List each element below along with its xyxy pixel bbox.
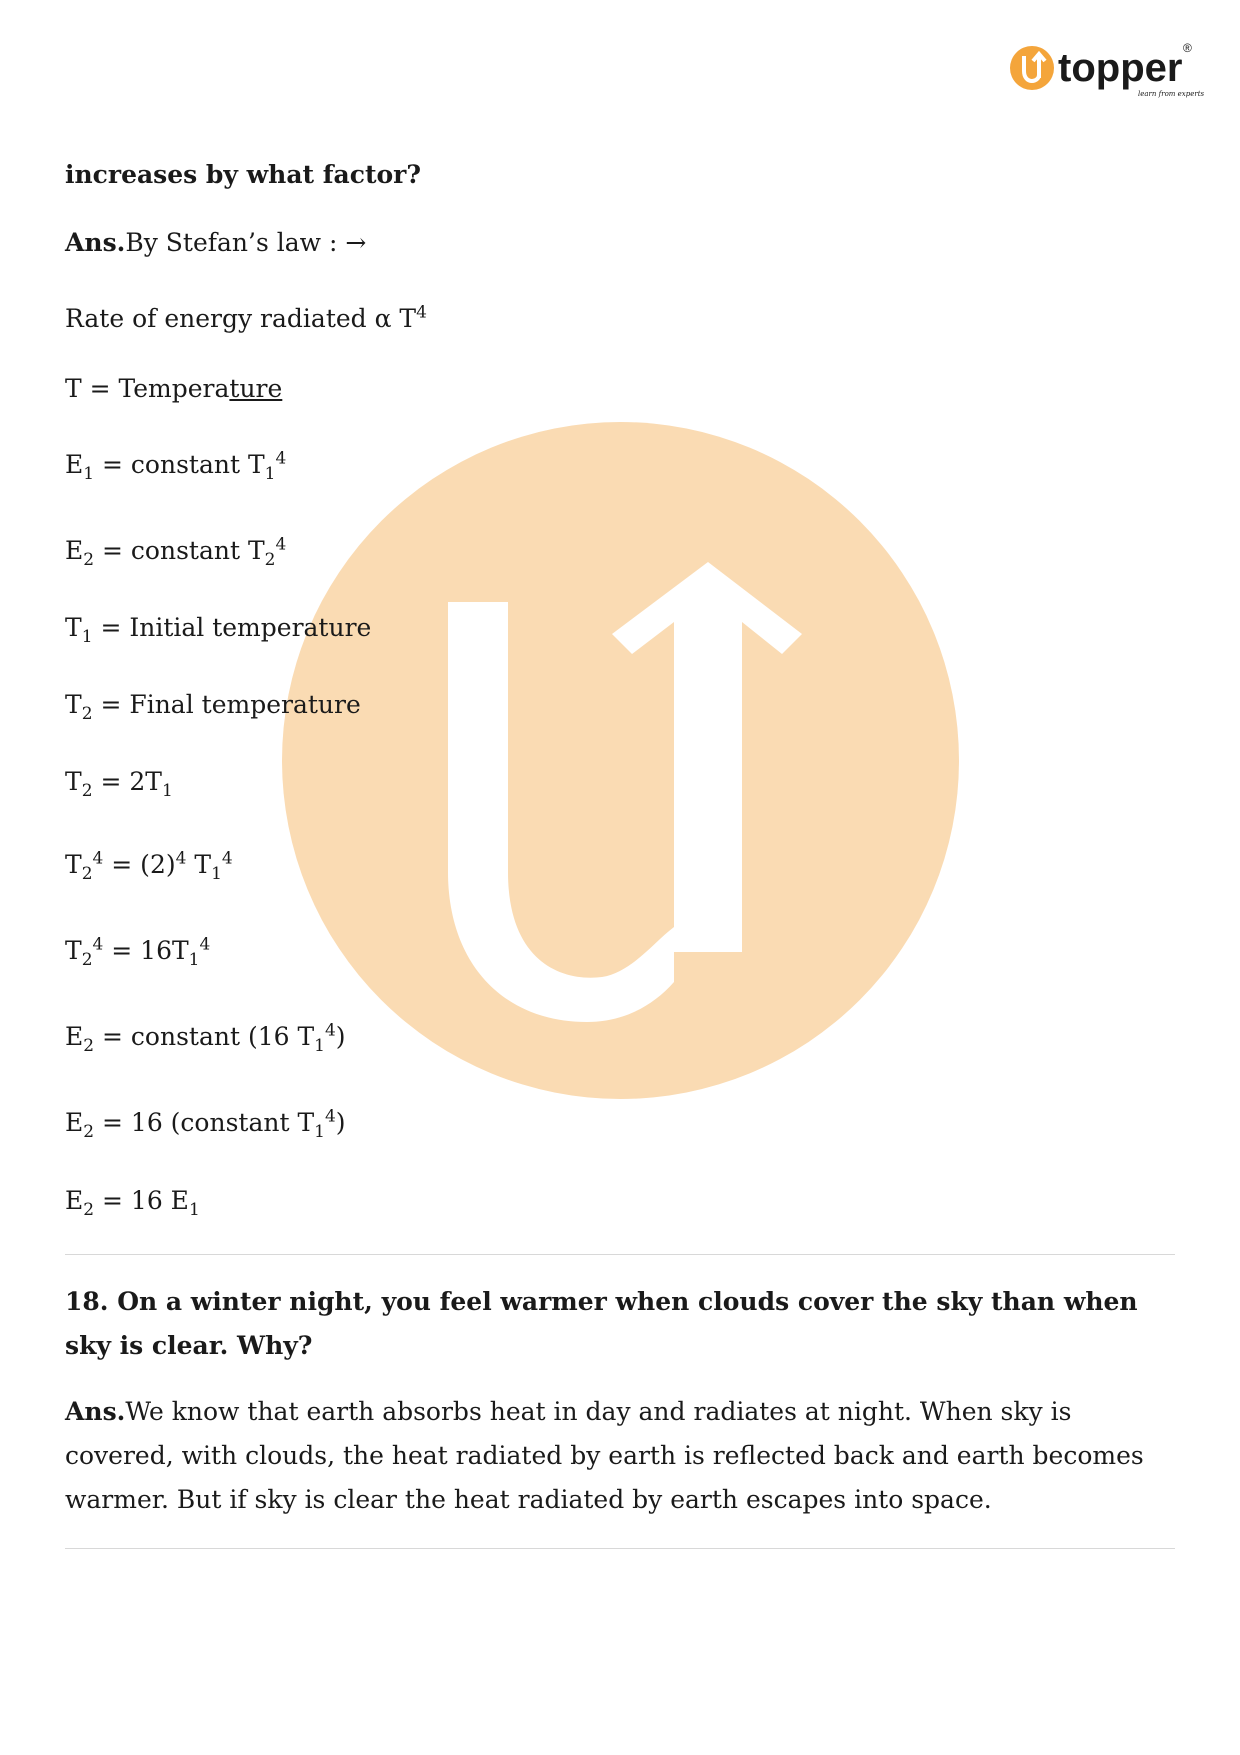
- question-continuation: increases by what factor?: [65, 160, 422, 189]
- eq-e2-16: $E_2 = 16$ (constant $T_1^4$): [65, 1106, 346, 1142]
- divider-bottom: [65, 1548, 1175, 1549]
- logo-tagline: learn from experts: [1138, 90, 1205, 98]
- eq-t2-2t1: $T_2 = 2T_1$: [65, 767, 173, 801]
- eq-e2: $E_2$ = constant $T_2^4$: [65, 534, 287, 570]
- rate-exponent: 4: [416, 302, 427, 323]
- topper-logo: [1008, 38, 1208, 108]
- temp-def-text: T = Tempera: [65, 374, 230, 403]
- registered-mark: ®: [1183, 41, 1192, 55]
- logo-wordmark: topper: [1058, 46, 1183, 90]
- divider: [65, 1254, 1175, 1255]
- ans-label: Ans.: [65, 228, 126, 257]
- question-18: 18. On a winter night, you feel warmer when clouds cover the sky than when sky is clear. Why?: [65, 1287, 1138, 1360]
- def-t2: $T_2$ = Final temperature: [65, 690, 361, 724]
- eq-e2-constant: $E_2$ = constant (16 $T_1^4$): [65, 1020, 346, 1056]
- temp-def-underlined: ture: [229, 374, 283, 403]
- rate-statement: [65, 302, 427, 336]
- ans-label-18: Ans.: [65, 1397, 126, 1426]
- temperature-definition: [65, 372, 282, 406]
- ans-text: By Stefan’s law : →: [125, 228, 367, 257]
- rate-text: Rate of energy radiated α T: [65, 304, 417, 333]
- eq-e1: $E_1$ = constant $T_1^4$: [65, 448, 287, 484]
- def-t1: $T_1$ = Initial temperature: [65, 613, 372, 647]
- answer-18-text: We know that earth absorbs heat in day and radiates at night. When sky is covered, with clouds, the heat radiated by earth is reflected back and earth becomes warmer. But if sky is clear the heat radiated by earth escapes into space.: [65, 1397, 1144, 1514]
- eq-final: $E_2 = 16$ $E_1$: [65, 1186, 200, 1220]
- topper-watermark: [282, 422, 959, 1099]
- answer-intro: [65, 226, 366, 260]
- answer-18: [65, 1390, 1175, 1522]
- eq-16t1: $T_2^4 = 16T_1^4$: [65, 934, 211, 970]
- eq-power4: $T_2^4 = (2)^4$ $T_1^4$: [65, 848, 233, 884]
